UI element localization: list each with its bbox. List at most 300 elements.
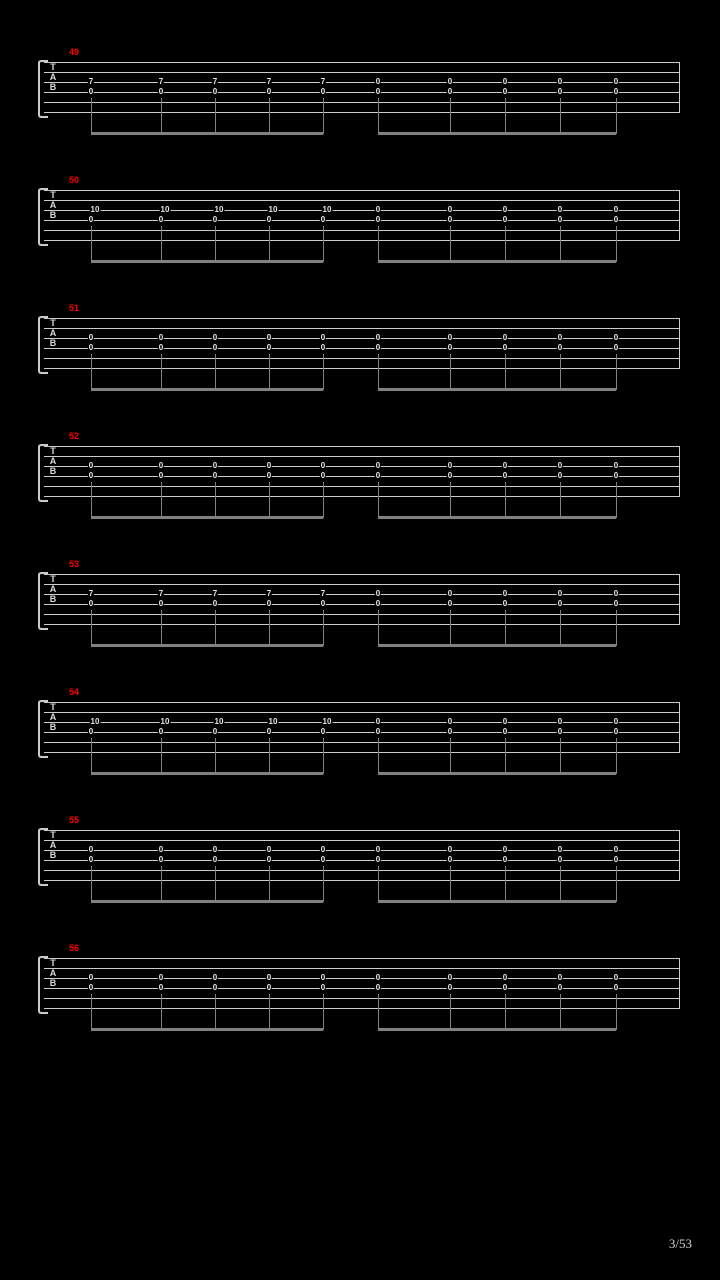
staff-line bbox=[44, 210, 680, 211]
fret-number: 0 bbox=[375, 727, 381, 736]
staff-line bbox=[44, 220, 680, 221]
beam bbox=[450, 772, 616, 775]
note-stem bbox=[560, 226, 561, 262]
fret-number: 0 bbox=[212, 87, 218, 96]
fret-number: 10 bbox=[90, 717, 100, 726]
fret-number: 0 bbox=[158, 471, 164, 480]
measure-number: 54 bbox=[69, 687, 80, 697]
note-stem bbox=[560, 994, 561, 1030]
beam bbox=[450, 132, 616, 135]
note-stem bbox=[378, 866, 379, 902]
tab-clef-letter: A bbox=[49, 72, 57, 82]
note-stem bbox=[161, 354, 162, 390]
note-stem bbox=[378, 738, 379, 774]
fret-number: 0 bbox=[447, 589, 453, 598]
beam bbox=[378, 644, 450, 647]
beam bbox=[161, 132, 323, 135]
note-stem bbox=[560, 482, 561, 518]
staff-line bbox=[44, 466, 680, 467]
fret-number: 0 bbox=[320, 855, 326, 864]
fret-number: 0 bbox=[212, 333, 218, 342]
fret-number: 0 bbox=[613, 87, 619, 96]
beam bbox=[161, 1028, 323, 1031]
note-stem bbox=[91, 994, 92, 1030]
note-stem bbox=[91, 738, 92, 774]
note-stem bbox=[616, 994, 617, 1030]
fret-number: 0 bbox=[88, 87, 94, 96]
fret-number: 0 bbox=[557, 87, 563, 96]
tab-clef-letter: A bbox=[49, 456, 57, 466]
fret-number: 0 bbox=[266, 333, 272, 342]
note-stem bbox=[269, 226, 270, 262]
fret-number: 0 bbox=[447, 343, 453, 352]
fret-number: 7 bbox=[158, 589, 164, 598]
note-stem bbox=[560, 738, 561, 774]
tab-clef-letter: T bbox=[50, 830, 56, 840]
fret-number: 0 bbox=[613, 333, 619, 342]
note-stem bbox=[91, 610, 92, 646]
fret-number: 0 bbox=[212, 855, 218, 864]
note-stem bbox=[450, 610, 451, 646]
note-stem bbox=[161, 610, 162, 646]
fret-number: 0 bbox=[613, 205, 619, 214]
staff-line bbox=[44, 850, 680, 851]
staff-line bbox=[44, 112, 680, 113]
tab-staff bbox=[44, 318, 680, 368]
staff-line bbox=[44, 860, 680, 861]
note-stem bbox=[323, 98, 324, 134]
fret-number: 0 bbox=[88, 983, 94, 992]
staff-line bbox=[44, 446, 680, 447]
staff-line bbox=[44, 978, 680, 979]
staff-line bbox=[44, 604, 680, 605]
fret-number: 0 bbox=[212, 215, 218, 224]
fret-number: 0 bbox=[212, 727, 218, 736]
note-stem bbox=[161, 994, 162, 1030]
fret-number: 0 bbox=[266, 471, 272, 480]
fret-number: 0 bbox=[375, 461, 381, 470]
fret-number: 0 bbox=[502, 471, 508, 480]
fret-number: 0 bbox=[613, 215, 619, 224]
note-stem bbox=[91, 354, 92, 390]
tab-clef bbox=[46, 574, 60, 624]
note-stem bbox=[215, 994, 216, 1030]
note-stem bbox=[323, 482, 324, 518]
note-stem bbox=[450, 226, 451, 262]
staff-line bbox=[44, 624, 680, 625]
note-stem bbox=[91, 226, 92, 262]
end-barline bbox=[679, 318, 680, 369]
tab-staff bbox=[44, 190, 680, 240]
note-stem bbox=[323, 354, 324, 390]
note-stem bbox=[215, 354, 216, 390]
fret-number: 10 bbox=[214, 717, 224, 726]
staff-line bbox=[44, 584, 680, 585]
fret-number: 0 bbox=[375, 77, 381, 86]
tab-clef-letter: B bbox=[49, 82, 57, 92]
measure-number: 56 bbox=[69, 943, 80, 953]
tab-clef-letter: B bbox=[49, 594, 57, 604]
note-stem bbox=[161, 226, 162, 262]
fret-number: 0 bbox=[613, 717, 619, 726]
fret-number: 7 bbox=[320, 589, 326, 598]
tab-clef-letter: T bbox=[50, 958, 56, 968]
staff-line bbox=[44, 752, 680, 753]
fret-number: 0 bbox=[212, 599, 218, 608]
beam bbox=[450, 900, 616, 903]
note-stem bbox=[215, 98, 216, 134]
tab-clef bbox=[46, 318, 60, 368]
fret-number: 0 bbox=[557, 77, 563, 86]
fret-number: 10 bbox=[268, 717, 278, 726]
fret-number: 0 bbox=[613, 727, 619, 736]
note-stem bbox=[215, 226, 216, 262]
staff-line bbox=[44, 968, 680, 969]
fret-number: 7 bbox=[266, 589, 272, 598]
fret-number: 0 bbox=[266, 855, 272, 864]
staff-line bbox=[44, 712, 680, 713]
beam bbox=[378, 772, 450, 775]
beam bbox=[161, 644, 323, 647]
fret-number: 0 bbox=[613, 77, 619, 86]
fret-number: 0 bbox=[557, 589, 563, 598]
fret-number: 0 bbox=[158, 215, 164, 224]
staff-line bbox=[44, 840, 680, 841]
end-barline bbox=[679, 958, 680, 1009]
beam bbox=[91, 644, 161, 647]
staff-line bbox=[44, 368, 680, 369]
measure-number: 49 bbox=[69, 47, 80, 57]
fret-number: 0 bbox=[502, 215, 508, 224]
fret-number: 0 bbox=[88, 727, 94, 736]
note-stem bbox=[616, 610, 617, 646]
note-stem bbox=[161, 98, 162, 134]
beam bbox=[378, 1028, 450, 1031]
fret-number: 0 bbox=[447, 983, 453, 992]
staff-line bbox=[44, 358, 680, 359]
fret-number: 0 bbox=[266, 845, 272, 854]
staff-line bbox=[44, 328, 680, 329]
tab-clef-letter: T bbox=[50, 574, 56, 584]
fret-number: 0 bbox=[266, 983, 272, 992]
fret-number: 0 bbox=[447, 461, 453, 470]
staff-line bbox=[44, 496, 680, 497]
note-stem bbox=[450, 98, 451, 134]
fret-number: 7 bbox=[212, 589, 218, 598]
note-stem bbox=[450, 866, 451, 902]
note-stem bbox=[505, 482, 506, 518]
note-stem bbox=[269, 738, 270, 774]
fret-number: 10 bbox=[322, 717, 332, 726]
fret-number: 0 bbox=[320, 343, 326, 352]
tab-clef bbox=[46, 958, 60, 1008]
note-stem bbox=[215, 866, 216, 902]
fret-number: 0 bbox=[212, 973, 218, 982]
note-stem bbox=[269, 482, 270, 518]
staff-line bbox=[44, 722, 680, 723]
fret-number: 0 bbox=[320, 215, 326, 224]
measure-number: 55 bbox=[69, 815, 80, 825]
note-stem bbox=[378, 354, 379, 390]
fret-number: 0 bbox=[613, 973, 619, 982]
tab-clef-letter: A bbox=[49, 200, 57, 210]
fret-number: 0 bbox=[158, 87, 164, 96]
note-stem bbox=[505, 738, 506, 774]
fret-number: 7 bbox=[88, 589, 94, 598]
fret-number: 0 bbox=[502, 77, 508, 86]
tab-clef-letter: B bbox=[49, 466, 57, 476]
tab-clef-letter: A bbox=[49, 968, 57, 978]
note-stem bbox=[323, 226, 324, 262]
tab-clef-letter: B bbox=[49, 978, 57, 988]
fret-number: 0 bbox=[557, 855, 563, 864]
fret-number: 0 bbox=[375, 471, 381, 480]
note-stem bbox=[215, 738, 216, 774]
fret-number: 0 bbox=[502, 727, 508, 736]
fret-number: 0 bbox=[320, 333, 326, 342]
note-stem bbox=[161, 866, 162, 902]
fret-number: 0 bbox=[447, 599, 453, 608]
fret-number: 0 bbox=[158, 343, 164, 352]
beam bbox=[450, 516, 616, 519]
fret-number: 0 bbox=[88, 973, 94, 982]
beam bbox=[91, 772, 161, 775]
note-stem bbox=[378, 610, 379, 646]
staff-line bbox=[44, 338, 680, 339]
beam bbox=[91, 260, 161, 263]
fret-number: 0 bbox=[375, 589, 381, 598]
fret-number: 0 bbox=[212, 983, 218, 992]
tab-clef-letter: A bbox=[49, 328, 57, 338]
note-stem bbox=[560, 98, 561, 134]
staff-line bbox=[44, 476, 680, 477]
fret-number: 10 bbox=[214, 205, 224, 214]
tab-clef-letter: T bbox=[50, 62, 56, 72]
fret-number: 0 bbox=[447, 333, 453, 342]
tab-staff bbox=[44, 702, 680, 752]
fret-number: 0 bbox=[88, 845, 94, 854]
note-stem bbox=[323, 738, 324, 774]
staff-line bbox=[44, 92, 680, 93]
note-stem bbox=[505, 994, 506, 1030]
note-stem bbox=[450, 994, 451, 1030]
end-barline bbox=[679, 62, 680, 113]
fret-number: 0 bbox=[266, 343, 272, 352]
note-stem bbox=[161, 738, 162, 774]
fret-number: 0 bbox=[375, 983, 381, 992]
fret-number: 0 bbox=[158, 983, 164, 992]
staff-line bbox=[44, 62, 680, 63]
staff-line bbox=[44, 988, 680, 989]
beam bbox=[161, 388, 323, 391]
staff-line bbox=[44, 230, 680, 231]
fret-number: 0 bbox=[557, 599, 563, 608]
staff-line bbox=[44, 614, 680, 615]
beam bbox=[91, 900, 161, 903]
fret-number: 0 bbox=[557, 983, 563, 992]
fret-number: 0 bbox=[375, 87, 381, 96]
note-stem bbox=[269, 610, 270, 646]
tab-clef-letter: B bbox=[49, 210, 57, 220]
note-stem bbox=[616, 482, 617, 518]
fret-number: 0 bbox=[447, 87, 453, 96]
staff-line bbox=[44, 190, 680, 191]
staff-line bbox=[44, 880, 680, 881]
tab-staff bbox=[44, 830, 680, 880]
staff-line bbox=[44, 318, 680, 319]
tab-clef-letter: B bbox=[49, 850, 57, 860]
note-stem bbox=[616, 98, 617, 134]
fret-number: 0 bbox=[88, 215, 94, 224]
note-stem bbox=[505, 866, 506, 902]
fret-number: 0 bbox=[375, 855, 381, 864]
fret-number: 0 bbox=[502, 589, 508, 598]
beam bbox=[450, 1028, 616, 1031]
fret-number: 0 bbox=[266, 973, 272, 982]
note-stem bbox=[560, 354, 561, 390]
staff-line bbox=[44, 594, 680, 595]
fret-number: 0 bbox=[158, 855, 164, 864]
fret-number: 10 bbox=[160, 205, 170, 214]
fret-number: 0 bbox=[447, 717, 453, 726]
beam bbox=[450, 260, 616, 263]
end-barline bbox=[679, 446, 680, 497]
tab-staff bbox=[44, 62, 680, 112]
fret-number: 0 bbox=[447, 973, 453, 982]
note-stem bbox=[616, 738, 617, 774]
fret-number: 0 bbox=[613, 855, 619, 864]
fret-number: 0 bbox=[447, 205, 453, 214]
fret-number: 0 bbox=[158, 973, 164, 982]
beam bbox=[91, 132, 161, 135]
fret-number: 0 bbox=[320, 599, 326, 608]
note-stem bbox=[269, 866, 270, 902]
staff-line bbox=[44, 998, 680, 999]
tab-clef-letter: T bbox=[50, 318, 56, 328]
fret-number: 7 bbox=[320, 77, 326, 86]
fret-number: 10 bbox=[268, 205, 278, 214]
fret-number: 0 bbox=[88, 471, 94, 480]
note-stem bbox=[378, 98, 379, 134]
fret-number: 0 bbox=[266, 87, 272, 96]
beam bbox=[91, 388, 161, 391]
fret-number: 0 bbox=[557, 333, 563, 342]
note-stem bbox=[505, 354, 506, 390]
beam bbox=[161, 772, 323, 775]
tab-clef-letter: A bbox=[49, 712, 57, 722]
fret-number: 0 bbox=[502, 343, 508, 352]
fret-number: 0 bbox=[212, 343, 218, 352]
fret-number: 0 bbox=[613, 471, 619, 480]
fret-number: 0 bbox=[557, 717, 563, 726]
fret-number: 0 bbox=[613, 599, 619, 608]
staff-line bbox=[44, 742, 680, 743]
tab-clef bbox=[46, 190, 60, 240]
staff-line bbox=[44, 574, 680, 575]
tab-clef-letter: A bbox=[49, 840, 57, 850]
staff-line bbox=[44, 348, 680, 349]
note-stem bbox=[269, 354, 270, 390]
note-stem bbox=[91, 866, 92, 902]
fret-number: 0 bbox=[266, 215, 272, 224]
fret-number: 0 bbox=[375, 845, 381, 854]
tab-clef-letter: A bbox=[49, 584, 57, 594]
note-stem bbox=[269, 98, 270, 134]
fret-number: 0 bbox=[447, 727, 453, 736]
note-stem bbox=[91, 482, 92, 518]
fret-number: 10 bbox=[90, 205, 100, 214]
fret-number: 0 bbox=[266, 599, 272, 608]
tab-staff bbox=[44, 446, 680, 496]
fret-number: 0 bbox=[88, 855, 94, 864]
fret-number: 0 bbox=[375, 973, 381, 982]
fret-number: 0 bbox=[502, 461, 508, 470]
measure-number: 52 bbox=[69, 431, 80, 441]
fret-number: 0 bbox=[613, 845, 619, 854]
fret-number: 0 bbox=[557, 343, 563, 352]
staff-line bbox=[44, 958, 680, 959]
staff-line bbox=[44, 82, 680, 83]
fret-number: 0 bbox=[375, 205, 381, 214]
note-stem bbox=[450, 482, 451, 518]
measure-number: 50 bbox=[69, 175, 80, 185]
fret-number: 10 bbox=[160, 717, 170, 726]
beam bbox=[450, 644, 616, 647]
fret-number: 0 bbox=[447, 855, 453, 864]
fret-number: 0 bbox=[557, 973, 563, 982]
fret-number: 0 bbox=[502, 717, 508, 726]
fret-number: 0 bbox=[502, 845, 508, 854]
note-stem bbox=[161, 482, 162, 518]
fret-number: 10 bbox=[322, 205, 332, 214]
beam bbox=[378, 260, 450, 263]
fret-number: 0 bbox=[502, 87, 508, 96]
staff-line bbox=[44, 702, 680, 703]
fret-number: 7 bbox=[212, 77, 218, 86]
fret-number: 7 bbox=[266, 77, 272, 86]
staff-line bbox=[44, 486, 680, 487]
fret-number: 0 bbox=[266, 461, 272, 470]
tab-clef-letter: T bbox=[50, 446, 56, 456]
note-stem bbox=[323, 994, 324, 1030]
fret-number: 0 bbox=[557, 471, 563, 480]
fret-number: 0 bbox=[502, 205, 508, 214]
note-stem bbox=[378, 994, 379, 1030]
fret-number: 0 bbox=[447, 845, 453, 854]
fret-number: 0 bbox=[320, 983, 326, 992]
tab-clef-letter: T bbox=[50, 702, 56, 712]
beam bbox=[161, 260, 323, 263]
fret-number: 0 bbox=[320, 471, 326, 480]
beam bbox=[91, 516, 161, 519]
fret-number: 0 bbox=[375, 599, 381, 608]
beam bbox=[450, 388, 616, 391]
fret-number: 0 bbox=[447, 77, 453, 86]
fret-number: 0 bbox=[88, 599, 94, 608]
note-stem bbox=[505, 610, 506, 646]
tab-clef bbox=[46, 62, 60, 112]
beam bbox=[378, 132, 450, 135]
fret-number: 0 bbox=[88, 343, 94, 352]
fret-number: 0 bbox=[613, 343, 619, 352]
fret-number: 0 bbox=[320, 461, 326, 470]
fret-number: 0 bbox=[88, 461, 94, 470]
staff-line bbox=[44, 102, 680, 103]
fret-number: 0 bbox=[375, 333, 381, 342]
fret-number: 0 bbox=[502, 855, 508, 864]
note-stem bbox=[616, 226, 617, 262]
fret-number: 0 bbox=[320, 87, 326, 96]
